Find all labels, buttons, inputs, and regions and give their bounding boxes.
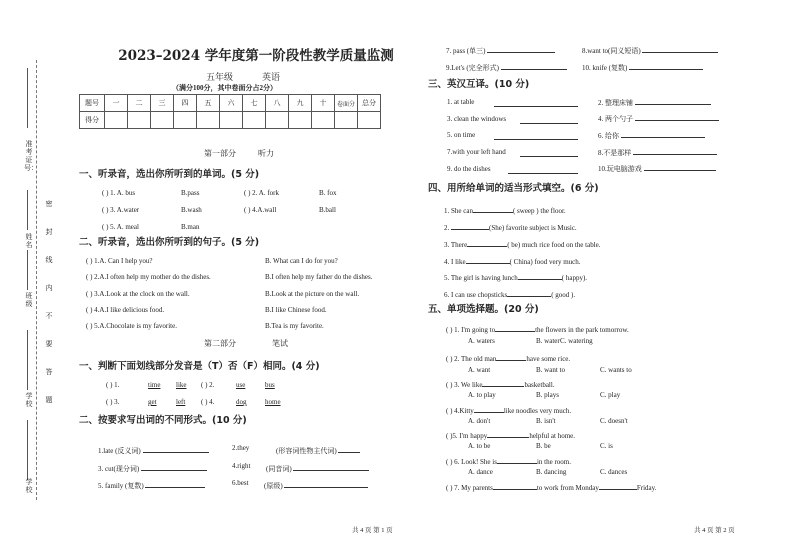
option-text: B. fox [319, 189, 337, 197]
answer-blank[interactable] [642, 44, 718, 53]
score-cell: 一 [105, 95, 128, 112]
section-choice-heading: 五、单项选择题。(20 分) [428, 304, 539, 315]
question-text: ( ) 6. Look! She is in the room. [446, 455, 571, 466]
word-text: use [236, 381, 246, 389]
answer-blank-wrap [508, 165, 578, 176]
option-text: C. play [600, 391, 621, 399]
answer-blank[interactable] [482, 378, 524, 387]
question-text: ( ) 3.A.Look at the clock on the wall. [86, 290, 190, 298]
question-text: ( ) 1. [106, 381, 120, 389]
side-exam-number-label: 准考证号： [24, 140, 38, 172]
answer-blank-wrap [520, 115, 578, 126]
question-text: ( ) 2. [201, 381, 215, 389]
seal-char: 线 [45, 256, 53, 264]
question-text: 2.they [232, 444, 250, 452]
answer-blank[interactable] [496, 352, 526, 361]
answer-blank[interactable] [467, 238, 507, 247]
answer-blank[interactable] [145, 479, 205, 488]
option-text: B.wash [181, 206, 202, 214]
score-input-cell[interactable] [151, 112, 174, 129]
option-text: A. to be [468, 442, 491, 450]
score-input-cell[interactable] [220, 112, 243, 129]
score-cell: 得分 [80, 112, 105, 129]
question-text: 10.玩电脑游戏 [598, 162, 716, 174]
name-blank[interactable] [27, 190, 28, 230]
answer-blank[interactable] [494, 98, 578, 107]
question-text: 9.Let's (完全形式) [446, 61, 567, 73]
answer-blank[interactable] [508, 165, 578, 174]
answer-blank[interactable] [635, 96, 711, 105]
option-text: C. dances [600, 468, 628, 476]
question-text: ( ) 4. [201, 398, 215, 406]
part2-subtitle: 笔试 [272, 339, 288, 348]
answer-blank-wrap [494, 131, 578, 142]
option-text: A. dance [468, 468, 493, 476]
word-text: left [176, 398, 186, 406]
word-text: dog [236, 398, 247, 406]
option-text: C. is [600, 442, 613, 450]
option-text: B. dancing [536, 468, 567, 476]
question-text: 5. The girl is having lunch ( happy). [444, 271, 587, 282]
question-text: 3. clean the windows [447, 115, 507, 123]
answer-blank[interactable] [474, 404, 504, 413]
question-text: 7.with your left hand [447, 148, 506, 156]
exam-title: 2023–2024 学年度第一阶段性教学质量监测 [118, 48, 394, 64]
question-text: 4. 两个勺子 [598, 112, 719, 124]
option-text: B.pass [181, 189, 200, 197]
subject-label: 英语 [262, 72, 281, 82]
seal-char: 不 [45, 312, 53, 320]
word-text: time [148, 381, 161, 389]
section-translation-heading: 三、英汉互译。(10 分) [428, 79, 530, 90]
question-text: ( ) 2.A.I often help my mother do the dishes. [86, 273, 211, 281]
page-footer-right: 共 4 页 第 2 页 [694, 527, 735, 534]
option-text: C. watering [560, 337, 593, 345]
answer-blank[interactable] [507, 288, 551, 297]
answer-blank[interactable] [493, 481, 537, 490]
question-text: 10. knife (复数) [582, 61, 703, 73]
score-table [79, 94, 381, 129]
score-cell: 总分 [358, 95, 381, 112]
part1-subtitle: 听力 [258, 149, 274, 158]
score-cell: 八 [266, 95, 289, 112]
answer-blank[interactable] [518, 271, 562, 280]
score-input-cell[interactable] [358, 112, 381, 129]
question-text: ( ) 5. A. meal [102, 223, 139, 231]
question-text: ( ) 4.Kitty like noodles very much. [446, 404, 571, 415]
question-text: (形容词性物主代词) [276, 444, 360, 456]
answer-blank[interactable] [473, 204, 513, 213]
answer-blank[interactable] [629, 61, 703, 70]
score-cell: 卷面分 [335, 95, 358, 112]
score-cell: 六 [220, 95, 243, 112]
side-class-label: 班级 [25, 292, 33, 308]
answer-blank[interactable] [494, 131, 578, 140]
score-cell: 四 [174, 95, 197, 112]
class-blank[interactable] [27, 250, 28, 290]
answer-blank-wrap [494, 98, 578, 109]
question-text: ( ) 7. My parents to work from Monday Friday. [446, 481, 656, 492]
score-input-cell[interactable] [128, 112, 151, 129]
score-input-cell[interactable] [197, 112, 220, 129]
section-pronunciation-heading: 一、判断下面划线部分发音是（T）否（F）相同。(4 分) [79, 361, 320, 372]
question-text: (原级) [264, 479, 368, 491]
option-text: A. want [468, 366, 491, 374]
question-text: 2. 整理床铺 [598, 96, 711, 108]
question-text: ( ) 5.A.Chocolate is my favorite. [86, 322, 177, 330]
option-text: B.ball [319, 206, 336, 214]
answer-blank[interactable] [338, 444, 360, 453]
option-text: C. doesn't [600, 417, 628, 425]
answer-blank[interactable] [644, 162, 716, 171]
question-text: 1. at table [447, 98, 475, 106]
option-text: B. want to [536, 366, 565, 374]
seal-char: 封 [45, 228, 53, 236]
answer-blank[interactable] [487, 44, 555, 53]
question-text: ( ) 3. A.water [102, 206, 140, 214]
option-text: B. be [536, 442, 551, 450]
score-input-cell[interactable] [174, 112, 197, 129]
question-text: 2. (She) favorite subject is Music. [444, 221, 577, 232]
question-text: (同音词) [266, 462, 369, 474]
question-text: ( ) 1.A. Can I help you? [86, 257, 153, 265]
question-text: ( ) 3. [106, 398, 120, 406]
seal-char: 答 [45, 368, 53, 376]
answer-blank[interactable] [141, 462, 207, 471]
score-table-score-row [80, 112, 381, 129]
question-text: ( )5. I'm happy helpful at home. [446, 429, 575, 440]
question-text: ( ) 2. A. fork [244, 189, 279, 197]
binding-line [36, 60, 37, 500]
question-text: ( ) 4.A.I like delicious food. [86, 306, 165, 314]
answer-blank[interactable] [520, 148, 578, 157]
seal-char: 要 [45, 340, 53, 348]
answer-blank-wrap [520, 148, 578, 159]
part1-title: 第一部分 [204, 149, 236, 158]
section-word-forms-heading: 二、按要求写出词的不同形式。(10 分) [79, 415, 247, 426]
score-cell: 七 [243, 95, 266, 112]
answer-blank[interactable] [293, 462, 369, 471]
question-text: 5. family (复数) [98, 479, 205, 491]
question-text: ( ) 1. A. bus [102, 189, 136, 197]
question-text: ( ) 2. The old man have some rice. [446, 352, 570, 363]
question-text: 5. on time [447, 131, 476, 139]
score-input-cell[interactable] [266, 112, 289, 129]
question-text: 1. She can ( sweep ) the floor. [444, 204, 566, 215]
section-fill-in-heading: 四、用所给单词的适当形式填空。(6 分) [428, 183, 599, 194]
answer-blank[interactable] [497, 455, 537, 464]
school-blank-1[interactable] [27, 330, 28, 390]
answer-blank[interactable] [520, 115, 578, 124]
answer-blank[interactable] [635, 112, 719, 121]
word-text: bus [265, 381, 275, 389]
answer-blank[interactable] [143, 444, 209, 453]
score-cell: 十 [312, 95, 335, 112]
question-text: 8.不是那样 [598, 146, 717, 158]
option-text: B.man [181, 223, 200, 231]
answer-blank[interactable] [599, 481, 637, 490]
seal-char: 题 [45, 396, 53, 404]
score-cell: 题号 [80, 95, 105, 112]
score-table-header-row [80, 95, 381, 112]
score-input-cell[interactable] [105, 112, 128, 129]
question-text: 6.best [232, 479, 249, 487]
option-text: A. waters [468, 337, 495, 345]
option-text: C. wants to [600, 366, 632, 374]
school-blank-2[interactable] [27, 420, 28, 480]
score-note: （满分100分，其中卷面分占2分） [172, 84, 277, 92]
score-input-cell[interactable] [289, 112, 312, 129]
option-text: B. What can I do for you? [265, 257, 338, 265]
option-text: B.I like Chinese food. [265, 306, 327, 314]
answer-blank[interactable] [495, 323, 535, 332]
question-text: 6. I can use chopsticks ( good ). [444, 288, 575, 299]
score-input-cell[interactable] [312, 112, 335, 129]
answer-blank[interactable] [487, 429, 529, 438]
answer-blank[interactable] [633, 146, 717, 155]
section-listen-words-heading: 一、听录音，选出你所听到的单词。(5 分) [79, 169, 260, 180]
question-text: 1.late (反义词) [98, 444, 209, 456]
score-cell: 五 [197, 95, 220, 112]
answer-blank[interactable] [284, 479, 368, 488]
exam-number-blank[interactable] [27, 68, 28, 128]
word-text: home [265, 398, 281, 406]
score-cell: 三 [151, 95, 174, 112]
question-text: ( ) 1. I'm going to the flowers in the park tomorrow. [446, 323, 629, 334]
word-text: like [176, 381, 187, 389]
option-text: B.Look at the picture on the wall. [265, 290, 360, 298]
answer-blank[interactable] [621, 129, 705, 138]
question-text: 6. 给你 [598, 129, 705, 141]
seal-char: 密 [45, 200, 53, 208]
grade-label: 五年级 [206, 72, 234, 82]
option-text: B.Tea is my favorite. [265, 322, 324, 330]
question-text: 3. There ( be) much rice food on the table. [444, 238, 601, 249]
question-text: 4. I like ( China) food very much. [444, 255, 581, 266]
question-text: 9. do the dishes [447, 165, 491, 173]
word-text: get [148, 398, 157, 406]
score-cell: 二 [128, 95, 151, 112]
question-text: 3. cut(现分词) [98, 462, 207, 474]
side-school-label: 学校 [25, 392, 33, 408]
option-text: A. don't [468, 417, 491, 425]
option-text: B.I often help my father do the dishes. [265, 273, 373, 281]
option-text: A. to play [468, 391, 496, 399]
option-text: B. isn't [536, 417, 556, 425]
answer-blank[interactable] [451, 221, 489, 230]
answer-blank[interactable] [466, 255, 510, 264]
question-text: ( ) 3. We like basketball. [446, 378, 555, 389]
answer-blank[interactable] [501, 61, 567, 70]
section-listen-sentences-heading: 二、听录音，选出你所听到的句子。(5 分) [79, 237, 260, 248]
page-footer-left: 共 4 页 第 1 页 [352, 527, 393, 534]
option-text: B. water [536, 337, 560, 345]
side-school-label-2: 学校 [25, 478, 33, 494]
question-text: 8.want to(同义短语) [582, 44, 718, 56]
side-name-label: 姓名 [25, 233, 33, 249]
option-text: B. plays [536, 391, 559, 399]
question-text: 4.right [232, 462, 251, 470]
part2-title: 第二部分 [204, 339, 236, 348]
score-input-cell[interactable] [243, 112, 266, 129]
score-cell: 九 [289, 95, 312, 112]
question-text: ( ) 4.A.wall [244, 206, 277, 214]
question-text: 7. pass (单三) [446, 44, 555, 56]
seal-char: 内 [45, 284, 53, 292]
score-input-cell[interactable] [335, 112, 358, 129]
